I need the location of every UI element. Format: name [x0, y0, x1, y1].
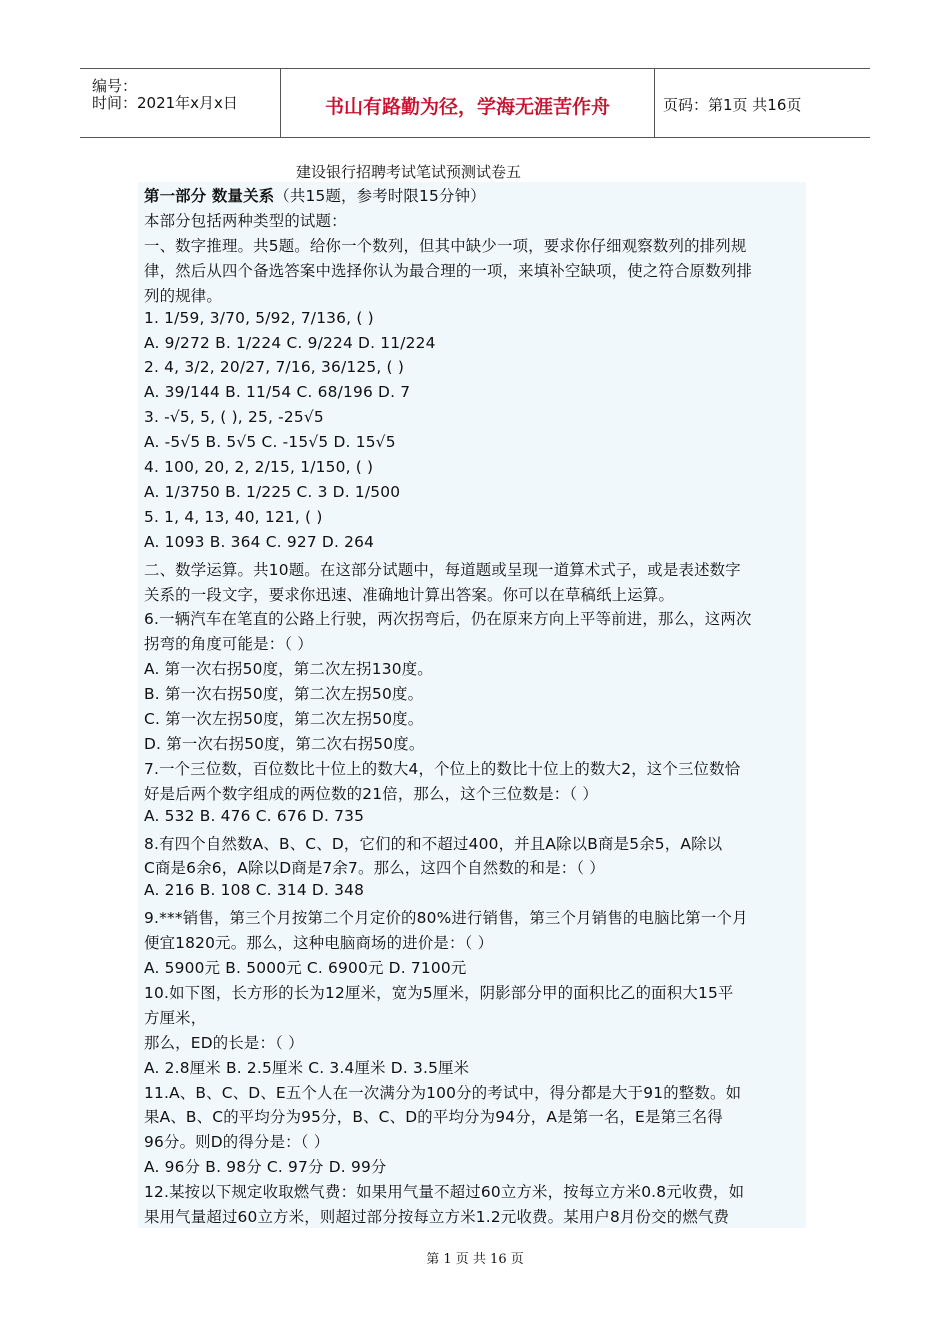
content-line: 本部分包括两种类型的试题： [144, 212, 347, 230]
content-line: 好是后两个数字组成的两位数的21倍，那么，这个三位数是：（ ） [144, 784, 598, 803]
content-line: 12.某按以下规定收取燃气费：如果用气量不超过60立方米，按每立方米0.8元收费，如 [144, 1183, 745, 1202]
content-line: A. 2.8厘米 B. 2.5厘米 C. 3.4厘米 D. 3.5厘米 [144, 1058, 470, 1077]
content-line: 6.一辆汽车在笔直的公路上行驶，两次拐弯后，仍在原来方向上平等前进，那么，这两次 [144, 610, 752, 629]
content-line: A. 216 B. 108 C. 314 D. 348 [144, 881, 365, 900]
content-line: A. 1093 B. 364 C. 927 D. 264 [144, 532, 375, 551]
content-line: A. 39/144 B. 11/54 C. 68/196 D. 7 [144, 383, 411, 402]
content-line: 列的规律。 [144, 286, 222, 305]
content-line: C. 第一次左拐50度，第二次左拐50度。 [144, 710, 424, 728]
content-line: 7.一个三位数，百位数比十位上的数大4，个位上的数比十位上的数大2，这个三位数恰 [144, 759, 741, 778]
exam-content [138, 182, 806, 1228]
content-line: A. 5900元 B. 5000元 C. 6900元 D. 7100元 [144, 959, 467, 977]
content-line: 二、数学运算。共10题。在这部分试题中，每道题或呈现一道算术式子，或是表述数字 [144, 560, 741, 579]
part-heading-note: （共15题，参考时限15分钟） [274, 187, 486, 205]
content-line: 一、数字推理。共5题。给你一个数列，但其中缺少一项，要求你仔细观察数列的排列规 [144, 236, 747, 255]
number-label: 编号： [92, 77, 138, 95]
content-line: 果A、B、C的平均分为95分，B、C、D的平均分为94分，A是第一名，E是第三名得 [144, 1108, 723, 1127]
content-line: A. 96分 B. 98分 C. 97分 D. 99分 [144, 1158, 387, 1177]
content-line: 10.如下图，长方形的长为12厘米，宽为5厘米，阴影部分甲的面积比乙的面积大15平 [144, 983, 734, 1002]
content-line: A. 1/3750 B. 1/225 C. 3 D. 1/500 [144, 482, 401, 501]
content-line: 拐弯的角度可能是：（ ） [144, 635, 313, 654]
content-line: A. 532 B. 476 C. 676 D. 735 [144, 806, 365, 825]
content-line: A. 9/272 B. 1/224 C. 9/224 D. 11/224 [144, 333, 436, 352]
content-line: D. 第一次右拐50度，第二次右拐50度。 [144, 734, 425, 753]
header-page-cell [655, 69, 870, 137]
content-line: 9.***销售，第三个月按第二个月定价的80%进行销售，第三个月销售的电脑比第一个月 [144, 909, 748, 928]
document-title: 建设银行招聘考试笔试预测试卷五 [296, 163, 522, 181]
content-line: C商是6余6，A除以D商是7余7。那么，这四个自然数的和是：（ ） [144, 859, 605, 878]
content-line: 2. 4, 3/2, 20/27, 7/16, 36/125, ( ) [144, 358, 405, 377]
content-line: 5. 1, 4, 13, 40, 121, ( ) [144, 507, 323, 526]
content-line: 那么，ED的长是：（ ） [144, 1033, 304, 1052]
content-line: 关系的一段文字，要求你迅速、准确地计算出答案。你可以在草稿纸上运算。 [144, 585, 675, 604]
header-info-cell [80, 69, 281, 137]
content-line: A. -5√5 B. 5√5 C. -15√5 D. 15√5 [144, 433, 396, 452]
content-line: 96分。则D的得分是：（ ） [144, 1133, 330, 1152]
content-line: 4. 100, 20, 2, 2/15, 1/150, ( ) [144, 458, 374, 476]
header-motto-cell [281, 69, 655, 137]
content-line: 方厘米， [144, 1008, 207, 1027]
content-line: 8.有四个自然数A、B、C、D，它们的和不超过400，并且A除以B商是5余5，A除以 [144, 834, 723, 853]
content-line: 便宜1820元。那么，这种电脑商场的进价是：（ ） [144, 934, 494, 953]
content-line: 3. -√5, 5, ( ), 25, -25√5 [144, 408, 324, 427]
time-label: 时间：2021年x月x日 [92, 94, 238, 112]
page-footer: 第 1 页 共 16 页 [426, 1252, 524, 1267]
part-heading-title: 第一部分 数量关系 [144, 187, 275, 205]
content-line: 1. 1/59, 3/70, 5/92, 7/136, ( ) [144, 308, 374, 327]
content-line: B. 第一次右拐50度，第二次左拐50度。 [144, 685, 424, 704]
content-line: 11.A、B、C、D、E五个人在一次满分为100分的考试中，得分都是大于91的整数。如 [144, 1083, 742, 1102]
content-line: 果用气量超过60立方米，则超过部分按每立方米1.2元收费。某用户8月份交的燃气费 [144, 1208, 730, 1226]
page-header [80, 68, 870, 138]
content-line: 律，然后从四个备选答案中选择你认为最合理的一项，来填补空缺项，使之符合原数列排 [144, 261, 753, 280]
content-line: A. 第一次右拐50度，第二次左拐130度。 [144, 660, 433, 679]
part-heading [144, 184, 486, 206]
motto: 书山有路勤为径，学海无涯苦作舟 [324, 96, 610, 118]
page-number-label: 页码：第1页 共16页 [663, 96, 802, 114]
